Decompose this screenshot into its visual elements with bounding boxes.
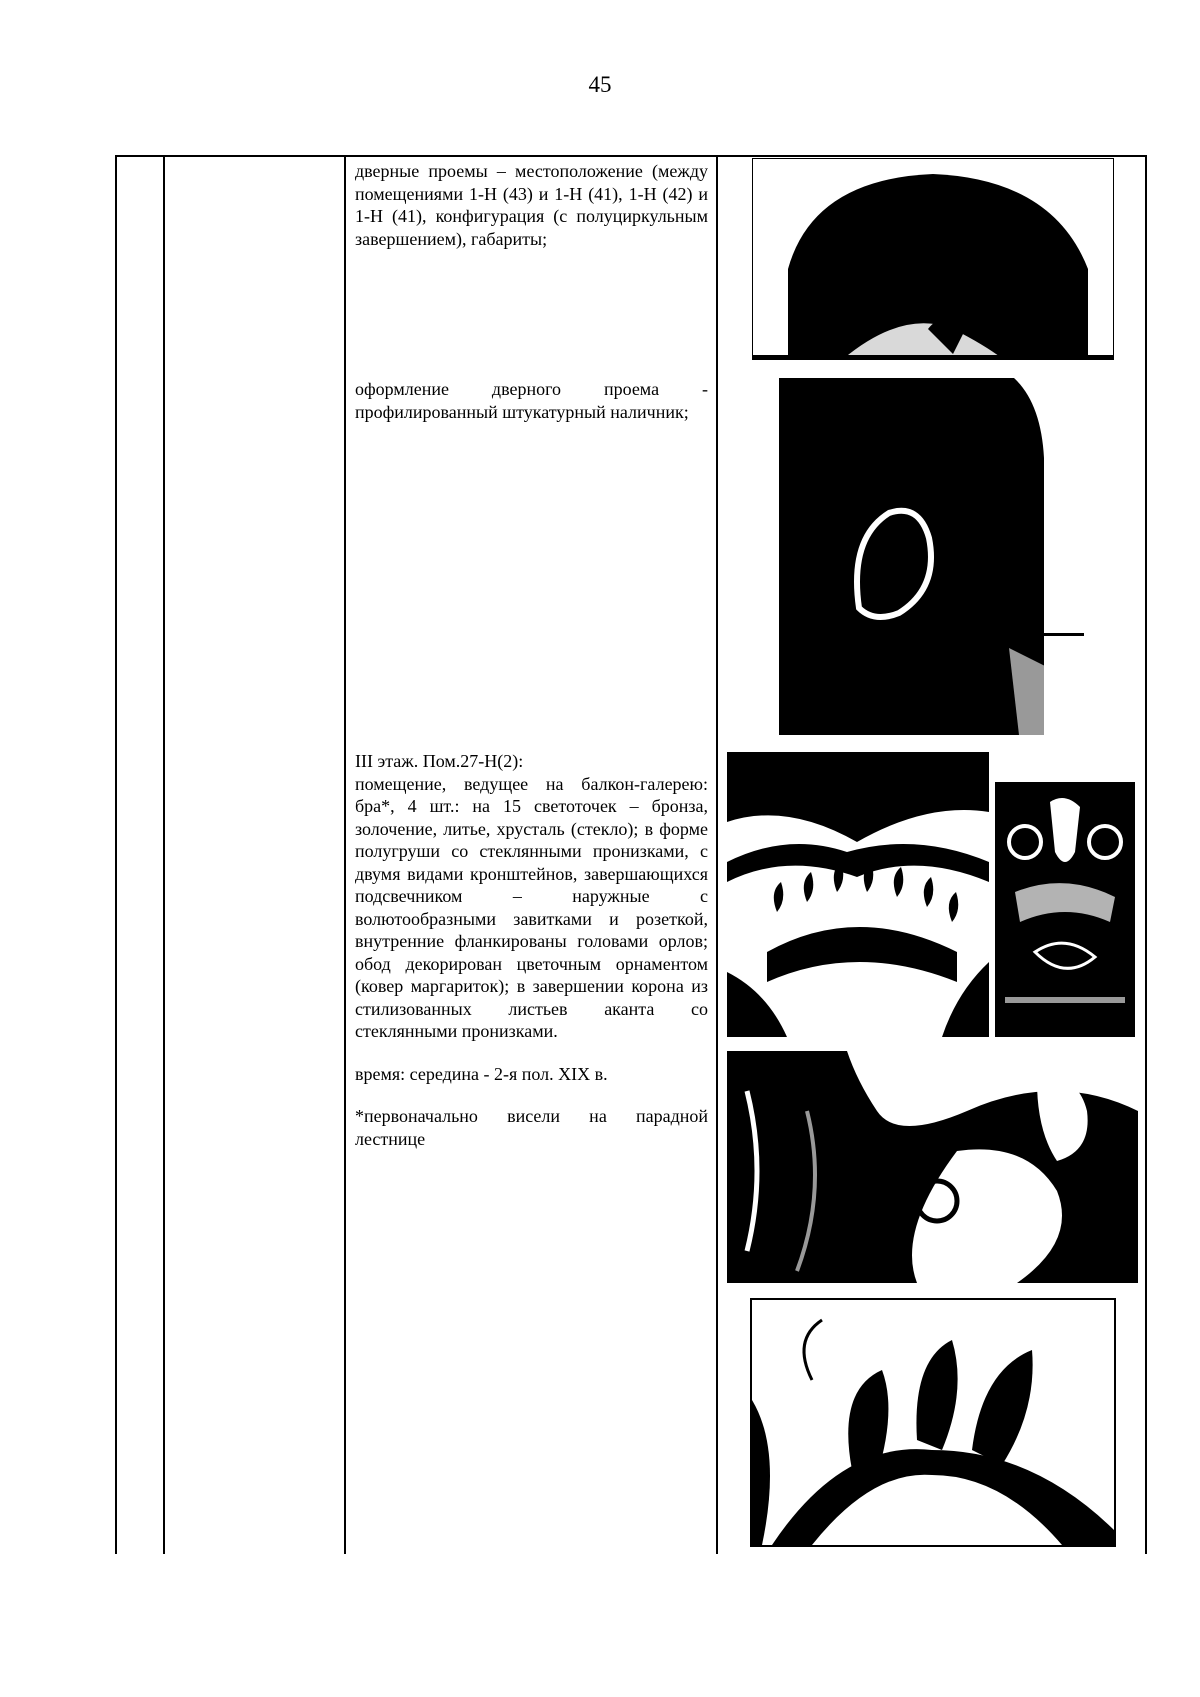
doorway-arch-photo [752, 158, 1114, 360]
doorway-trim-description: оформление дверного проема - профилированный штукатурный наличник; [355, 379, 708, 422]
doorway-trim-photo [779, 378, 1084, 735]
sconce-front-photo [727, 752, 989, 1037]
eagle-head-detail-photo [995, 782, 1135, 1037]
page-number: 45 [588, 72, 612, 97]
doorway-description: дверные проемы – местоположение (между помещениями 1-Н (43) и 1-Н (41), 1-Н (42) и 1-Н (41), конфигурация (с полуциркульным завершением), габариты; [355, 161, 708, 249]
footnote: *первоначально висели на парадной лестнице [355, 1106, 708, 1149]
sconce-description: помещение, ведущее на балкон-галерею: бра*, 4 шт.: на 15 светоточек – бронза, золочение, литье, хрусталь (стекло); в форме полугруши со стеклянными пронизками, с двумя видами кронштейнов, завершающихся подсвечником – наружные с волютообразными завитками и розеткой, внутренние фланкированы головами орлов; обод декорирован цветочным орнаментом (ковер маргариток); в завершении корона из стилизованных листьев аканта со стеклянными пронизками. [355, 773, 708, 1041]
dating-line: время: середина - 2-я пол. XIX в. [355, 1063, 608, 1084]
bracket-closeup-photo [727, 1051, 1138, 1283]
sconce-entry [355, 750, 708, 1150]
room-heading: III этаж. Пом.27-Н(2): [355, 751, 524, 771]
crown-detail-photo [750, 1298, 1116, 1547]
